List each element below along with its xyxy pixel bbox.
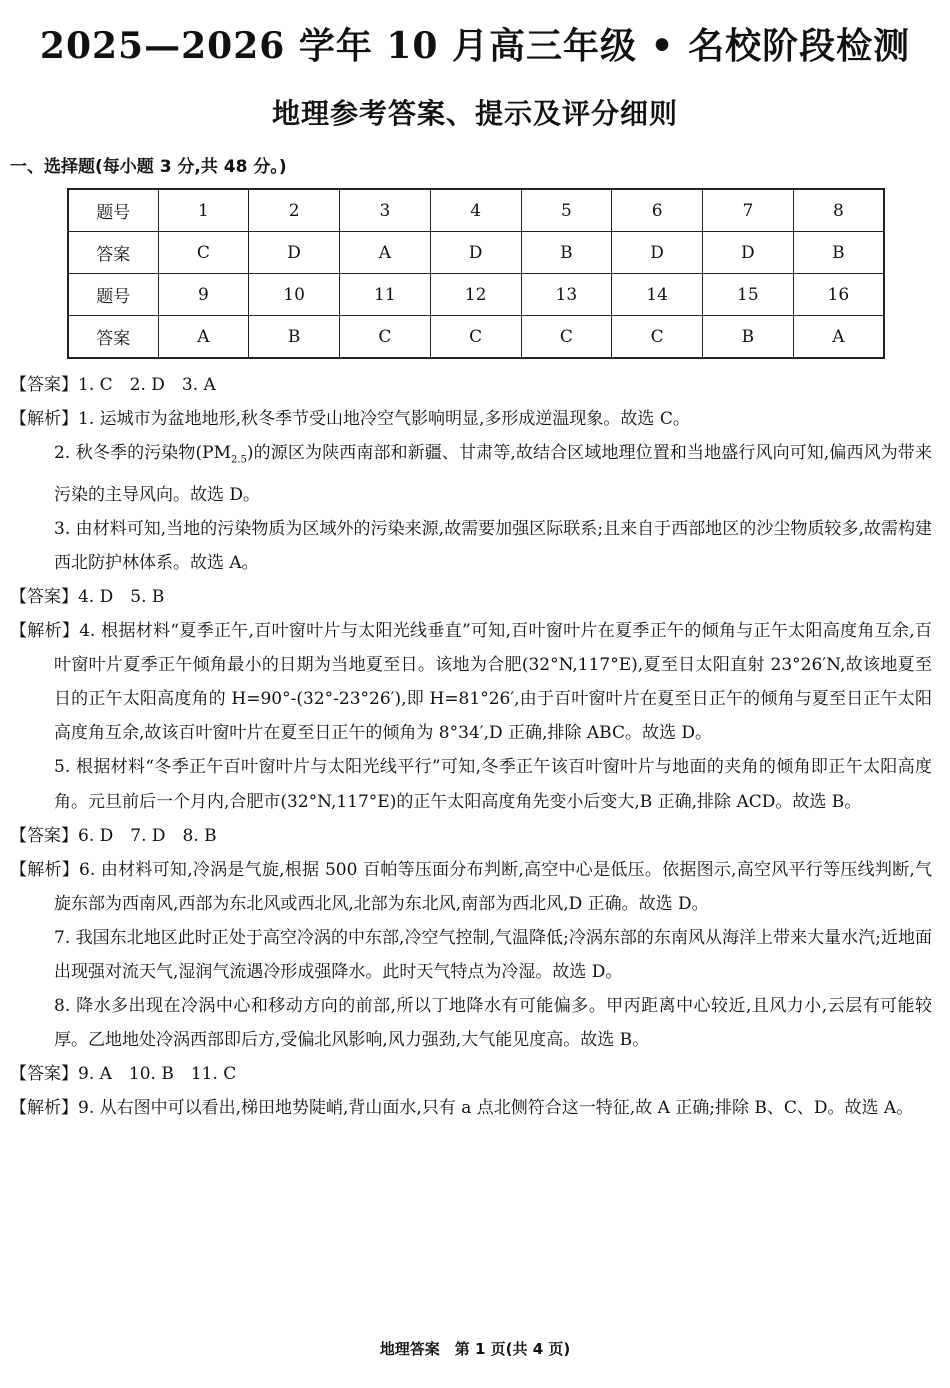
table-cell: 16 xyxy=(793,274,884,316)
analysis-paragraph xyxy=(10,512,932,580)
answer-tag: 【答案】 xyxy=(10,375,78,395)
table-cell: 6 xyxy=(612,189,703,232)
table-cell: 题号 xyxy=(68,189,158,232)
analysis-text: 6. 由材料可知,冷涡是气旋,根据 500 百帕等压面分布判断,高空中心是低压。依据图示,高空风平行等压线判断,气旋东部为西南风,西部为东北风或西北风,北部为东北风,南部为西北风,D 正确。故选 D。 xyxy=(54,859,932,914)
answer-text: 4. D 5. B xyxy=(78,586,165,607)
table-cell: 11 xyxy=(340,274,431,316)
analysis-tag: 【解析】 xyxy=(10,409,78,430)
table-cell: B xyxy=(793,232,884,274)
table-cell: D xyxy=(612,232,703,274)
table-cell: 1 xyxy=(158,189,249,232)
analysis-paragraph xyxy=(10,750,932,818)
table-cell: B xyxy=(521,232,612,274)
subscript: 2.5 xyxy=(231,454,247,466)
answer-tag: 【答案】 xyxy=(10,825,78,846)
analysis-text: 7. 我国东北地区此时正处于高空冷涡的中东部,冷空气控制,气温降低;冷涡东部的东南风从海洋上带来大量水汽;近地面出现强对流天气,湿润气流遇冷形成强降水。此时天气特点为冷湿。故选 D。 xyxy=(54,927,932,982)
table-cell: 5 xyxy=(521,189,612,232)
analysis-text: 8. 降水多出现在冷涡中心和移动方向的前部,所以丁地降水有可能偏多。甲丙距离中心较近,且风力小,云层有可能较厚。乙地地处冷涡西部即后方,受偏北风影响,风力强劲,大气能见度高。故选 B。 xyxy=(54,996,932,1051)
analysis-text: 1. 运城市为盆地地形,秋冬季节受山地冷空气影响明显,多形成逆温现象。故选 C。 xyxy=(78,409,690,430)
analysis-tag: 【解析】 xyxy=(10,859,80,880)
analysis-text: 9. 从右图中可以看出,梯田地势陡峭,背山面水,只有 a 点北侧符合这一特征,故 A 正确;排除 B、C、D。故选 A。 xyxy=(78,1098,914,1119)
table-cell: 答案 xyxy=(68,232,158,274)
analysis-paragraph xyxy=(10,614,932,750)
answer-tag: 【答案】 xyxy=(10,586,78,607)
table-cell: D xyxy=(249,232,340,274)
answer-line xyxy=(10,580,932,614)
table-cell: B xyxy=(703,316,794,359)
table-row xyxy=(68,316,884,359)
analysis-text: 5. 根据材料“冬季正午百叶窗叶片与太阳光线平行”可知,冬季正午该百叶窗叶片与地面的夹角的倾角即正午太阳高度角。元旦前后一个月内,合肥市(32°N,117°E)的正午太阳高度角先变小后变大,B 正确,排除 ACD。故选 B。 xyxy=(54,757,932,812)
table-cell: C xyxy=(430,316,521,359)
document-subtitle: 地理参考答案、提示及评分细则 xyxy=(271,97,678,130)
table-row xyxy=(68,274,884,316)
table-cell: 15 xyxy=(703,274,794,316)
table-cell: 答案 xyxy=(68,316,158,359)
table-cell: C xyxy=(521,316,612,359)
answer-line xyxy=(10,1057,932,1091)
table-row xyxy=(68,189,884,232)
analysis-text: )的源区为陕西南部和新疆、甘肃等,故结合区域地理位置和当地盛行风向可知,偏西风为带来污染的主导风向。故选 D。 xyxy=(54,443,932,505)
table-cell: 2 xyxy=(249,189,340,232)
analysis-paragraph xyxy=(10,921,932,989)
table-row xyxy=(68,232,884,274)
table-cell: 8 xyxy=(793,189,884,232)
table-cell: C xyxy=(158,232,249,274)
answer-line xyxy=(10,368,932,402)
table-cell: B xyxy=(249,316,340,359)
analysis-tag: 【解析】 xyxy=(10,1098,78,1119)
analysis-text: 2. 秋冬季的污染物(PM xyxy=(54,443,232,464)
table-cell: A xyxy=(158,316,249,359)
answer-tag: 【答案】 xyxy=(10,1064,78,1085)
answer-text: 6. D 7. D 8. B xyxy=(78,825,217,846)
table-cell: D xyxy=(430,232,521,274)
analysis-tag: 【解析】 xyxy=(10,621,80,642)
answer-table xyxy=(67,188,885,359)
table-cell: C xyxy=(612,316,703,359)
answer-text: 1. C 2. D 3. A xyxy=(78,375,216,395)
table-cell: 10 xyxy=(249,274,340,316)
table-cell: 14 xyxy=(612,274,703,316)
page-footer: 地理答案 第 1 页(共 4 页) xyxy=(379,1340,571,1358)
table-cell: 12 xyxy=(430,274,521,316)
table-cell: 4 xyxy=(430,189,521,232)
table-cell: 13 xyxy=(521,274,612,316)
page-title: 2025—2026 学年 10 月高三年级 • 名校阶段检测 xyxy=(39,25,911,67)
table-cell: 9 xyxy=(158,274,249,316)
table-cell: A xyxy=(340,232,431,274)
analysis-paragraph xyxy=(10,1091,932,1125)
analysis-paragraph xyxy=(10,402,932,436)
analysis-paragraph xyxy=(10,853,932,921)
table-cell: 3 xyxy=(340,189,431,232)
analysis-text: 3. 由材料可知,当地的污染物质为区域外的污染来源,故需要加强区际联系;且来自于西部地区的沙尘物质较多,故需构建西北防护林体系。故选 A。 xyxy=(54,518,932,573)
table-cell: A xyxy=(793,316,884,359)
table-cell: D xyxy=(703,232,794,274)
answer-text: 9. A 10. B 11. C xyxy=(78,1064,237,1085)
section-heading: 一、选择题(每小题 3 分,共 48 分。) xyxy=(10,157,287,177)
explanation-body xyxy=(10,368,932,1125)
table-cell: C xyxy=(340,316,431,359)
analysis-paragraph xyxy=(10,989,932,1057)
analysis-paragraph xyxy=(10,436,932,512)
table-cell: 题号 xyxy=(68,274,158,316)
answer-line xyxy=(10,819,932,853)
analysis-text: 4. 根据材料“夏季正午,百叶窗叶片与太阳光线垂直”可知,百叶窗叶片在夏季正午的倾角与正午太阳高度角互余,百叶窗叶片夏季正午倾角最小的日期为当地夏至日。该地为合肥(32°N,117°E),夏至日太阳直射 23°26′N,故该地夏至日的正午太阳高度角的 H=90°-(32°-23°26′),即 H=81°26′,由于百叶窗叶片在夏至日正午的倾角与夏至日正午太阳高度角互余,故该百叶窗叶片在夏至日正午的倾角为 8°34′,D 正确,排除 ABC。故选 D。 xyxy=(54,621,933,744)
table-cell: 7 xyxy=(703,189,794,232)
